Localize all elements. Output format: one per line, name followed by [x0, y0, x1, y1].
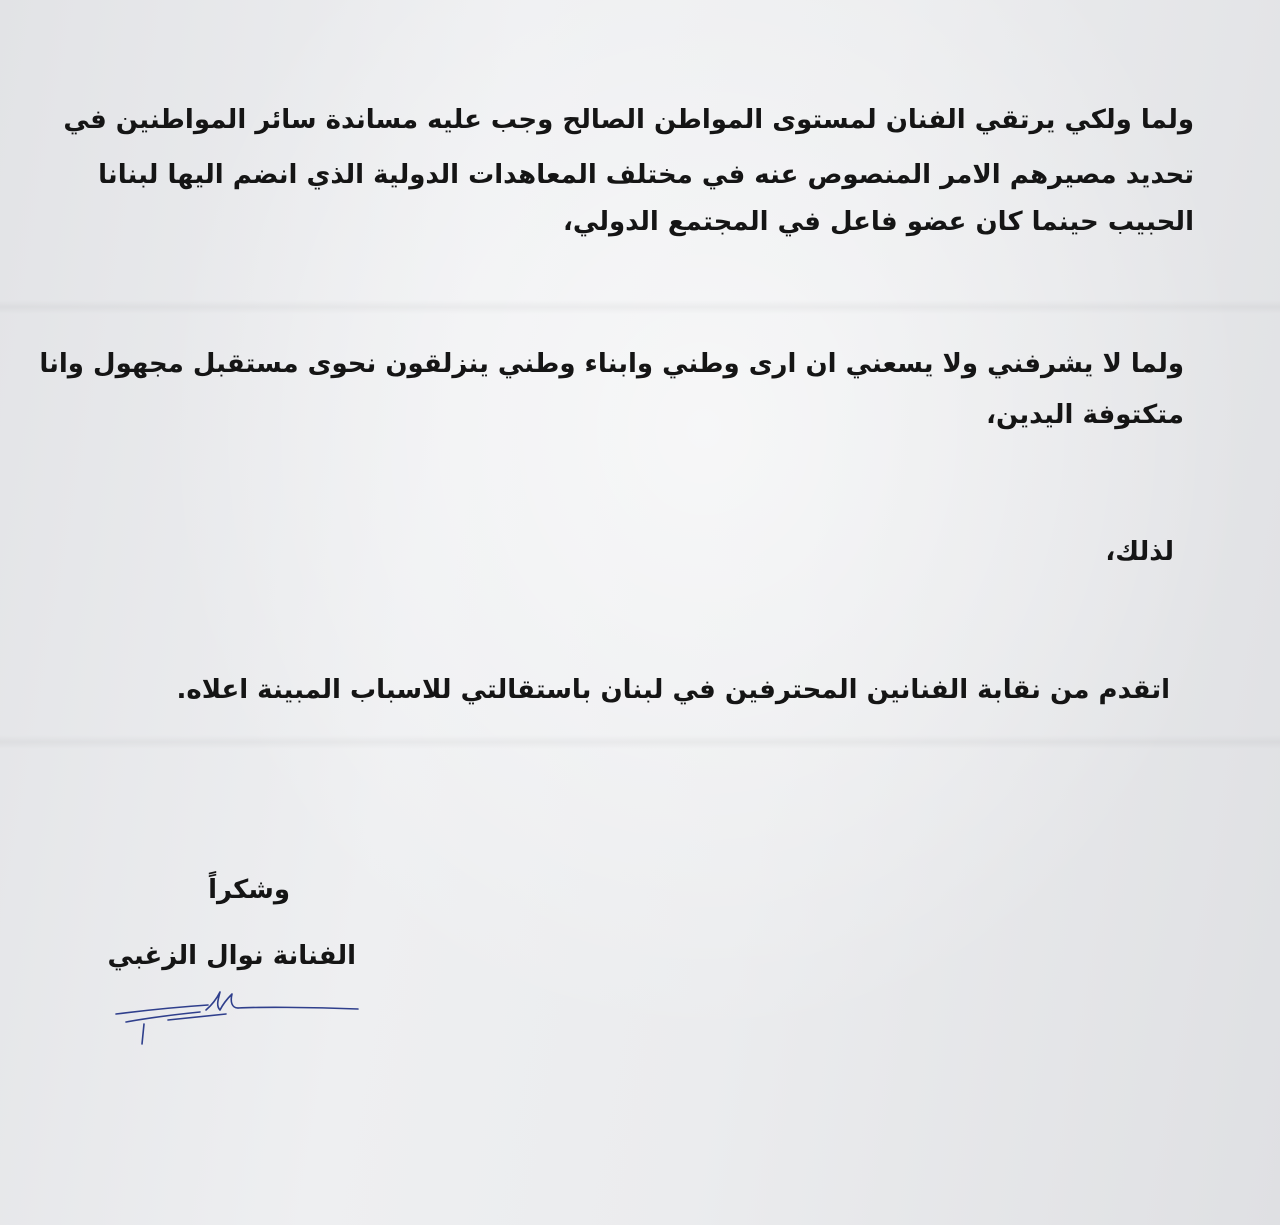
signatory-name: الفنانة نوال الزغبي	[107, 941, 356, 971]
handwritten-signature	[108, 988, 368, 1048]
paper-fold	[0, 300, 1280, 314]
paragraph-1-line-3: الحبيب حينما كان عضو فاعل في المجتمع الدولي،	[563, 207, 1194, 237]
paragraph-2-line-1: ولما لا يشرفني ولا يسعني ان ارى وطني وابناء وطني ينزلقون نحوى مستقبل مجهول وانا	[39, 349, 1184, 379]
therefore-line: لذلك،	[1105, 537, 1174, 567]
closing-thanks: وشكراً	[208, 875, 290, 905]
resignation-line: اتقدم من نقابة الفنانين المحترفين في لبنان باستقالتي للاسباب المبينة اعلاه.	[176, 675, 1170, 705]
paragraph-1-line-2: تحديد مصيرهم الامر المنصوص عنه في مختلف المعاهدات الدولية الذي انضم اليها لبنانا	[98, 160, 1194, 190]
paper-fold	[0, 735, 1280, 749]
paragraph-1-line-1: ولما ولكي يرتقي الفنان لمستوى المواطن الصالح وجب عليه مساندة سائر المواطنين في	[63, 105, 1194, 135]
paragraph-2-line-2: متكتوفة اليدين،	[986, 400, 1184, 430]
